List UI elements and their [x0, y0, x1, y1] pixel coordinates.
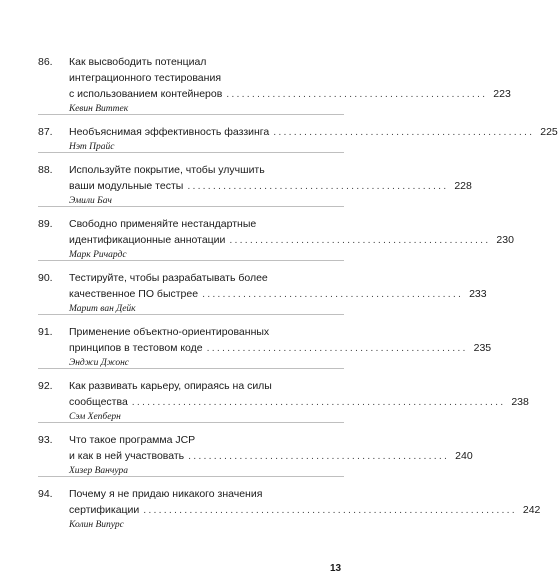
toc-entry	[38, 476, 541, 530]
entry-page: 238	[511, 396, 529, 408]
toc-entry	[38, 114, 558, 152]
table-of-contents	[38, 54, 558, 530]
entry-number: 92.	[38, 380, 53, 392]
dot-leader: ...................................................	[273, 126, 535, 138]
entry-page: 240	[455, 450, 473, 462]
dot-leader: ...................................................	[187, 180, 449, 192]
entry-title-line: ваши модульные тесты	[69, 180, 184, 192]
entry-title-line: интеграционного тестирования	[69, 72, 221, 84]
dot-leader: .........................................................................	[131, 396, 506, 408]
dot-leader: ...................................................	[202, 288, 464, 300]
entry-author: Колин Випурс	[69, 520, 124, 530]
entry-author: Марк Ричардс	[69, 250, 127, 260]
entry-title-line: Используйте покрытие, чтобы улучшить	[69, 164, 265, 176]
entry-author: Нэт Прайс	[69, 142, 115, 152]
entry-page: 225	[540, 126, 558, 138]
entry-title-line: и как в ней участвовать	[69, 450, 185, 462]
dot-leader: ...................................................	[226, 88, 488, 100]
entry-title-line: Как развивать карьеру, опираясь на силы	[69, 380, 272, 392]
entry-number: 93.	[38, 434, 53, 446]
entry-author: Хизер Ванчура	[69, 466, 128, 476]
entry-number: 87.	[38, 126, 53, 138]
entry-title-line: Тестируйте, чтобы разрабатывать более	[69, 272, 268, 284]
entry-number: 86.	[38, 56, 53, 68]
entry-title-line: сертификации	[69, 504, 140, 516]
page-number: 13	[330, 563, 342, 574]
entry-page: 228	[454, 180, 472, 192]
entry-page: 235	[473, 342, 492, 354]
entry-title-line: принципов в тестовом коде	[69, 342, 203, 354]
entry-title-line: Применение объектно-ориентированных	[69, 326, 270, 338]
toc-entry	[38, 152, 472, 206]
entry-title-line: сообщества	[69, 396, 128, 408]
toc-entry	[38, 54, 511, 114]
toc-entry	[38, 368, 529, 422]
entry-author: Кевин Виттек	[69, 104, 129, 114]
dot-leader: .........................................................................	[143, 504, 517, 516]
entry-page: 230	[496, 234, 514, 246]
entry-title-line: Необъяснимая эффективность фаззинга	[69, 126, 270, 138]
entry-title-line: Почему я не придаю никакого значения	[69, 488, 263, 500]
entry-title-line: с использованием контейнеров	[69, 88, 223, 100]
entry-author: Эмили Бач	[69, 196, 112, 206]
entry-number: 88.	[38, 164, 53, 176]
dot-leader: ...................................................	[229, 234, 491, 246]
entry-title-line: Свободно применяйте нестандартные	[69, 218, 257, 230]
entry-number: 91.	[38, 326, 53, 338]
entry-title-line: Что такое программа JCP	[69, 434, 196, 446]
dot-leader: ...................................................	[188, 450, 450, 462]
entry-title-line: качественное ПО быстрее	[69, 288, 199, 300]
entry-number: 94.	[38, 488, 53, 500]
entry-number: 90.	[38, 272, 53, 284]
toc-entry	[38, 314, 492, 368]
entry-author: Энджи Джонс	[69, 358, 130, 368]
entry-author: Марит ван Дейк	[69, 304, 136, 314]
toc-entry	[38, 422, 473, 476]
entry-title-line: Как высвободить потенциал	[69, 56, 207, 68]
entry-title-line: идентификационные аннотации	[69, 234, 226, 246]
entry-page: 242	[522, 504, 541, 516]
entry-page: 223	[493, 88, 511, 100]
entry-number: 89.	[38, 218, 53, 230]
dot-leader: ...................................................	[206, 342, 468, 354]
toc-entry	[38, 206, 514, 260]
entry-page: 233	[469, 288, 487, 300]
toc-entry	[38, 260, 487, 314]
entry-author: Сэм Хепберн	[69, 412, 121, 422]
